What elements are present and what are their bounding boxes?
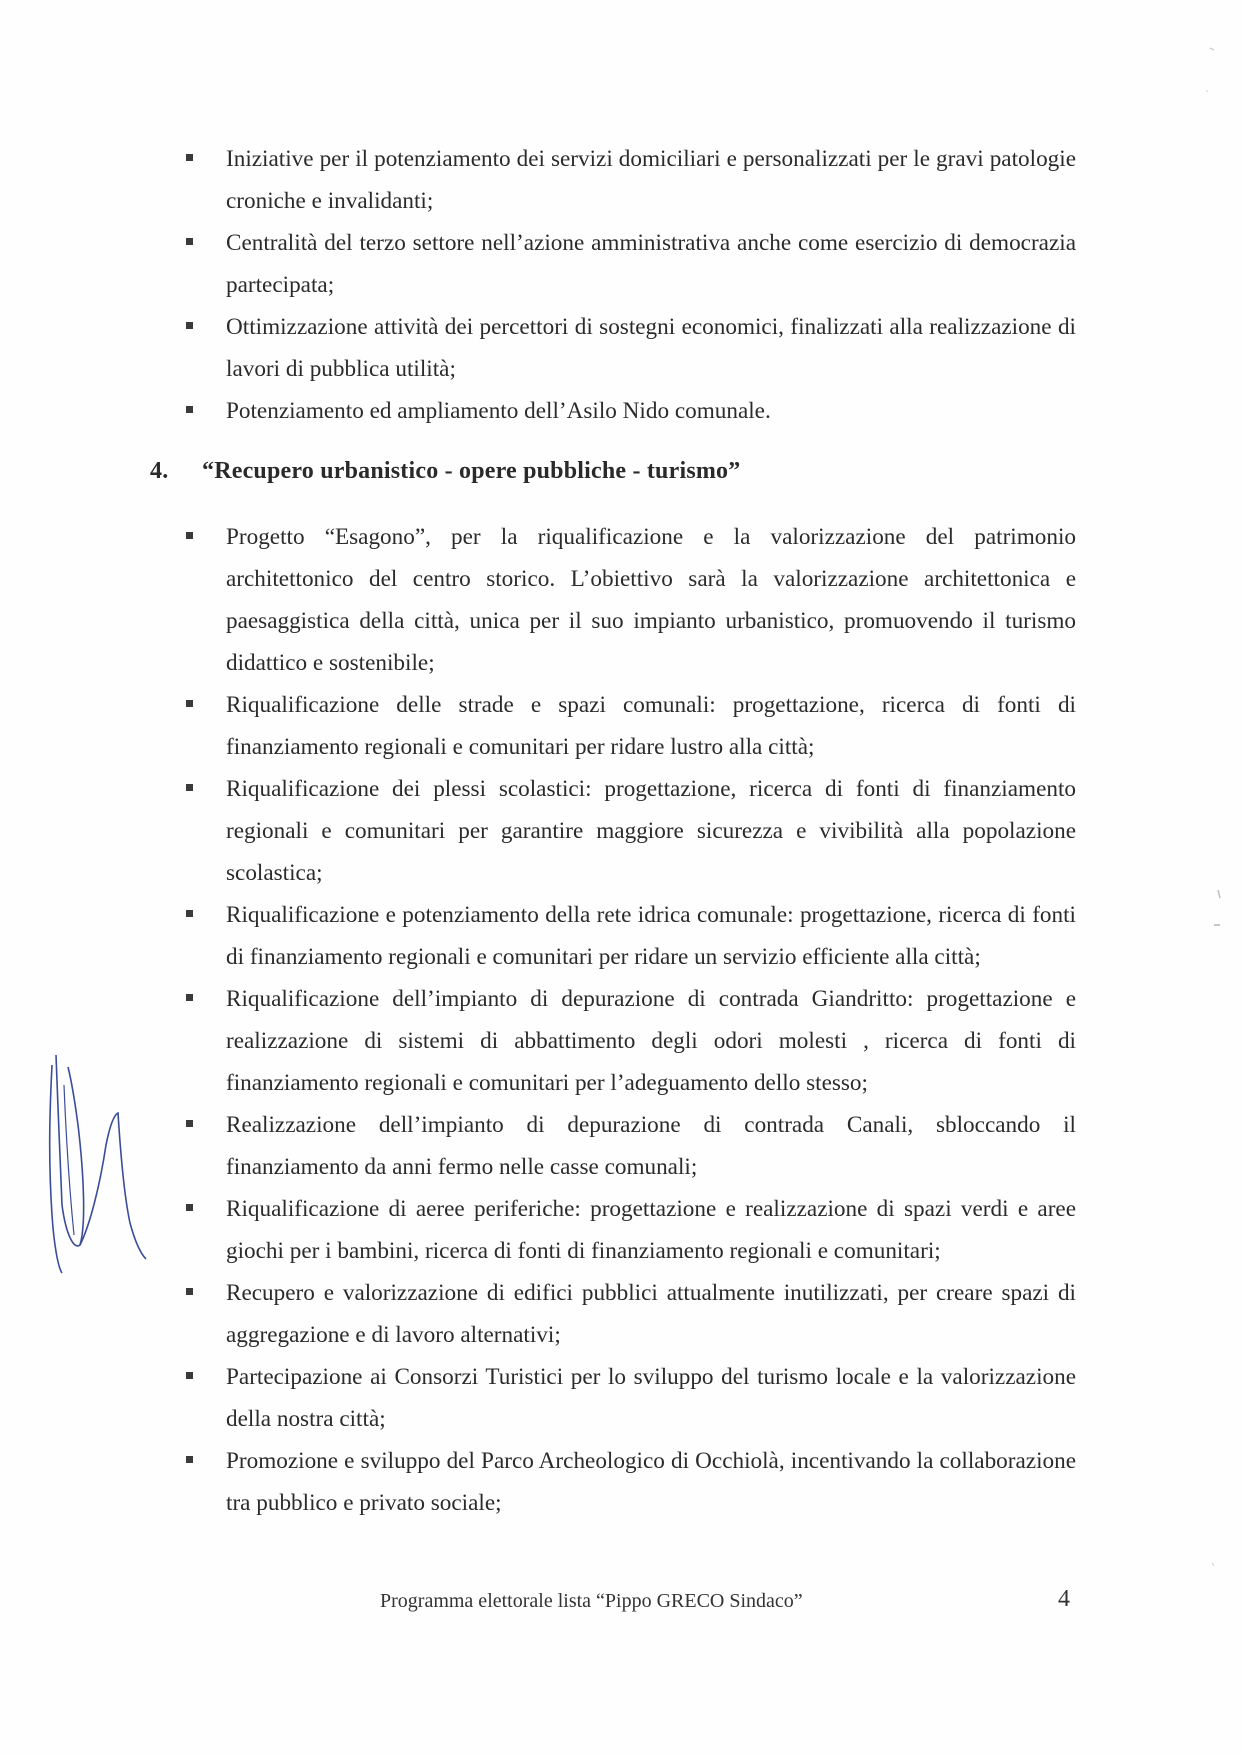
list-item-text: Recupero e valorizzazione di edifici pubblici attualmente inutilizzati, per creare spazi di aggregazione e di lavoro alternativi; <box>226 1280 1076 1348</box>
list-item-text: Riqualificazione di aeree periferiche: progettazione e realizzazione di spazi verdi e aree giochi per i bambini, ricerca di fonti di finanziamento regionali e comunitari; <box>226 1196 1076 1264</box>
bullet-list-section <box>0 516 1242 1524</box>
list-item-text: Ottimizzazione attività dei percettori di sostegni economici, finalizzati alla realizzazione di lavori di pubblica utilità; <box>226 314 1076 382</box>
list-item-text: Riqualificazione delle strade e spazi comunali: progettazione, ricerca di fonti di finanziamento regionali e comunitari per ridare lustro alla città; <box>226 692 1076 760</box>
list-item-text: Partecipazione ai Consorzi Turistici per lo sviluppo del turismo locale e la valorizzazione della nostra città; <box>226 1364 1076 1432</box>
square-bullet-icon <box>186 406 193 413</box>
square-bullet-icon <box>186 700 193 707</box>
list-item <box>0 1272 1076 1356</box>
list-item-text: Progetto “Esagono”, per la riqualificazione e la valorizzazione del patrimonio architettonico del centro storico. L’obiettivo sarà la valorizzazione architettonica e paesaggistica della città, unica per il suo impianto urbanistico, promuovendo il turismo didattico e sostenibile; <box>226 524 1076 676</box>
square-bullet-icon <box>186 784 193 791</box>
list-item <box>0 516 1076 684</box>
list-item-text: Promozione e sviluppo del Parco Archeologico di Occhiolà, incentivando la collaborazione tra pubblico e privato sociale; <box>226 1448 1076 1516</box>
list-item-text: Riqualificazione dei plessi scolastici: progettazione, ricerca di fonti di finanziamento regionali e comunitari per garantire maggiore sicurezza e vivibilità alla popolazione scolastica; <box>226 776 1076 886</box>
list-item <box>0 138 1076 222</box>
square-bullet-icon <box>186 322 193 329</box>
square-bullet-icon <box>186 1456 193 1463</box>
list-item <box>0 222 1076 306</box>
square-bullet-icon <box>186 238 193 245</box>
section-title: “Recupero urbanistico - opere pubbliche - turismo” <box>202 458 741 484</box>
square-bullet-icon <box>186 994 193 1001</box>
list-item <box>0 390 1076 432</box>
square-bullet-icon <box>186 1204 193 1211</box>
list-item-text: Potenziamento ed ampliamento dell’Asilo Nido comunale. <box>226 398 771 424</box>
section-number: 4. <box>150 458 169 484</box>
square-bullet-icon <box>186 910 193 917</box>
footer-text: Programma elettorale lista “Pippo GRECO Sindaco” <box>380 1590 803 1612</box>
list-item <box>0 1188 1076 1272</box>
section-heading <box>150 458 740 485</box>
list-item-text: Realizzazione dell’impianto di depurazione di contrada Canali, sbloccando il finanziamento da anni fermo nelle casse comunali; <box>226 1112 1076 1180</box>
list-item <box>0 306 1076 390</box>
square-bullet-icon <box>186 1372 193 1379</box>
square-bullet-icon <box>186 1288 193 1295</box>
list-item-text: Riqualificazione e potenziamento della rete idrica comunale: progettazione, ricerca di fonti di finanziamento regionali e comunitari per ridare un servizio efficiente alla città; <box>226 902 1076 970</box>
square-bullet-icon <box>186 1120 193 1127</box>
list-item-text: Iniziative per il potenziamento dei servizi domiciliari e personalizzati per le gravi patologie croniche e invalidanti; <box>226 146 1076 214</box>
list-item <box>0 1440 1076 1524</box>
handwritten-signature-icon <box>40 1045 150 1275</box>
page-number: 4 <box>1058 1586 1070 1612</box>
list-item <box>0 768 1076 894</box>
square-bullet-icon <box>186 532 193 539</box>
list-item-text: Riqualificazione dell’impianto di depurazione di contrada Giandritto: progettazione e realizzazione di sistemi di abbattimento degli odori molesti , ricerca di fonti di finanziamento regionali e comunitari per l’adeguamento dello stesso; <box>226 986 1076 1096</box>
list-item <box>0 978 1076 1104</box>
bullet-list-top <box>0 138 1242 432</box>
square-bullet-icon <box>186 154 193 161</box>
list-item <box>0 684 1076 768</box>
list-item <box>0 1104 1076 1188</box>
list-item <box>0 894 1076 978</box>
list-item <box>0 1356 1076 1440</box>
list-item-text: Centralità del terzo settore nell’azione amministrativa anche come esercizio di democrazia partecipata; <box>226 230 1076 298</box>
